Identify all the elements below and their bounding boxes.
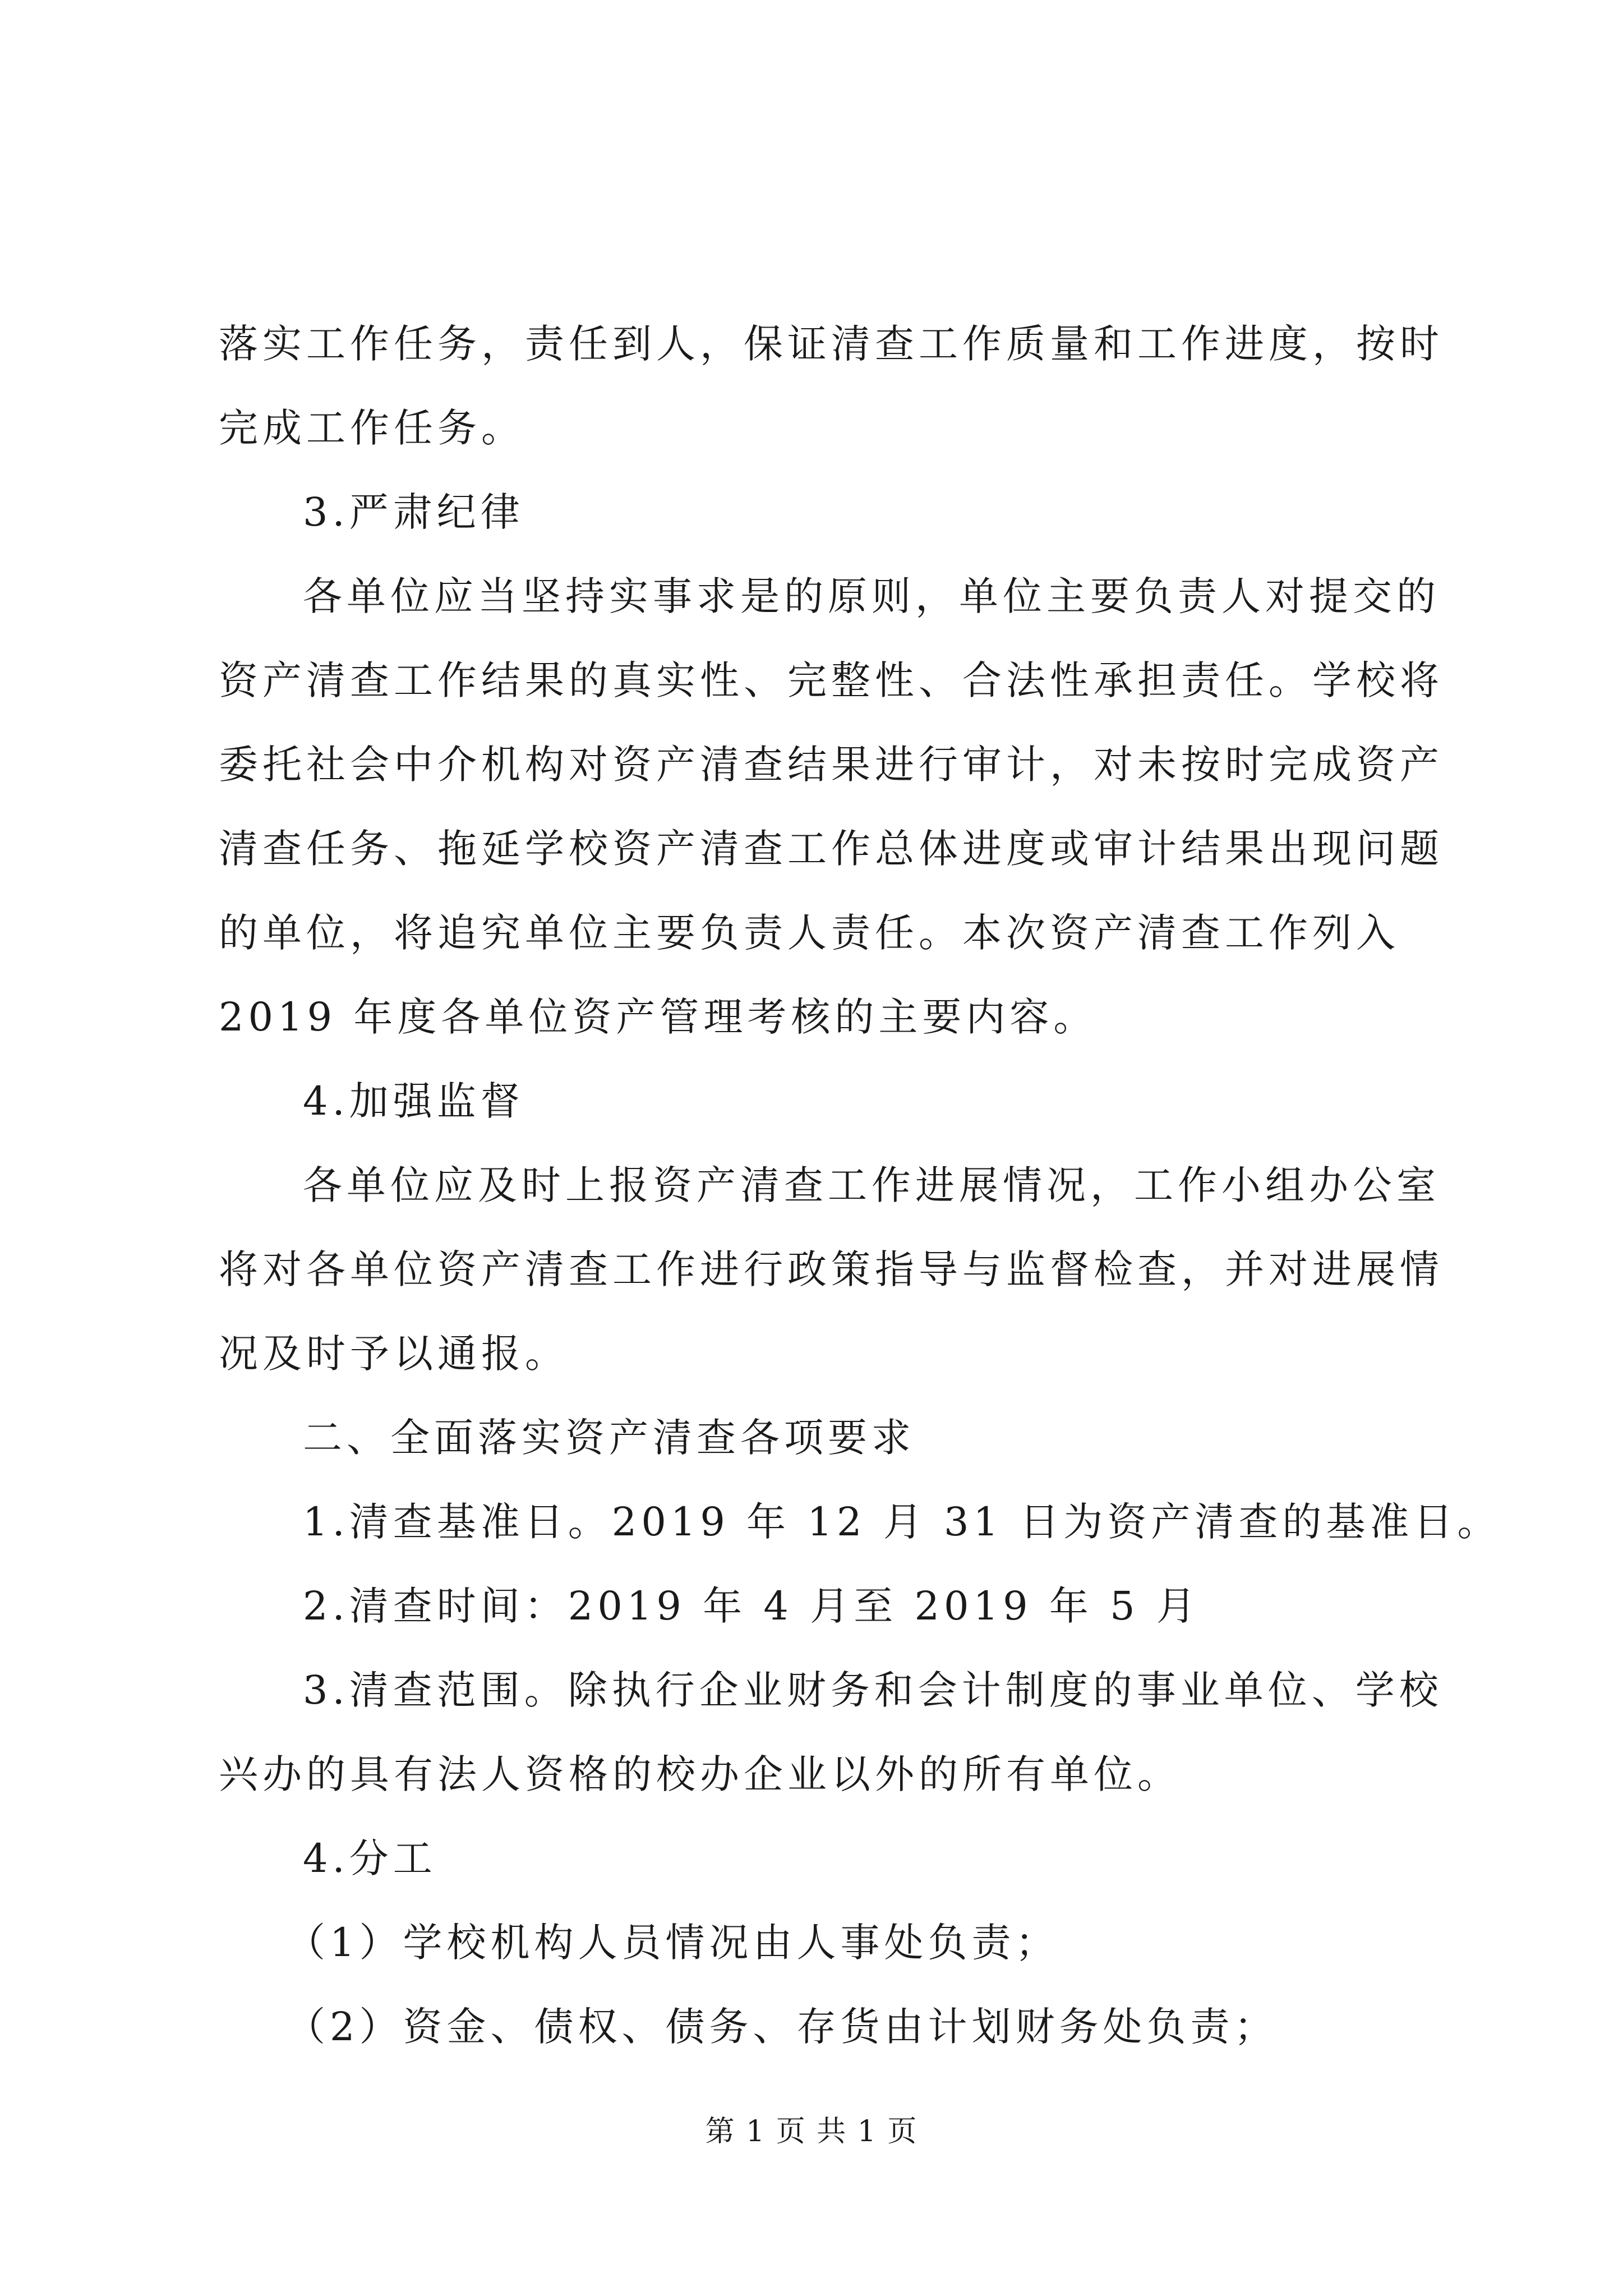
body-text-line: 兴办的具有法人资格的校办企业以外的所有单位。 bbox=[219, 1751, 1181, 1797]
page-number-footer: 第 1 页 共 1 页 bbox=[705, 2115, 918, 2148]
list-item: 3.清查范围。除执行企业财务和会计制度的事业单位、学校 bbox=[303, 1667, 1443, 1713]
body-text-line: 2019 年度各单位资产管理考核的主要内容。 bbox=[219, 994, 1098, 1040]
list-item: 2.清查时间：2019 年 4 月至 2019 年 5 月 bbox=[303, 1583, 1200, 1629]
list-item: 1.清查基准日。2019 年 12 月 31 日为资产清查的基准日。 bbox=[303, 1499, 1501, 1545]
body-text-line: 落实工作任务，责任到人，保证清查工作质量和工作进度，按时 bbox=[219, 321, 1444, 367]
list-item: （2）资金、债权、债务、存货由计划财务处负责； bbox=[286, 2004, 1278, 2050]
body-text-line: 各单位应当坚持实事求是的原则，单位主要负责人对提交的 bbox=[303, 573, 1440, 619]
document-body bbox=[219, 302, 1501, 2069]
body-text-line: 各单位应及时上报资产清查工作进展情况，工作小组办公室 bbox=[303, 1162, 1440, 1208]
body-text-line: 完成工作任务。 bbox=[219, 405, 525, 451]
section-heading: 二、全面落实资产清查各项要求 bbox=[303, 1415, 915, 1461]
section-heading: 4.分工 bbox=[303, 1835, 437, 1881]
section-heading: 3.严肃纪律 bbox=[303, 489, 524, 535]
body-text-line: 清查任务、拖延学校资产清查工作总体进度或审计结果出现问题 bbox=[219, 826, 1444, 872]
body-text-line: 的单位，将追究单位主要负责人责任。本次资产清查工作列入 bbox=[219, 910, 1400, 956]
body-text-line: 将对各单位资产清查工作进行政策指导与监督检查，并对进展情 bbox=[219, 1246, 1444, 1292]
body-text-line: 委托社会中介机构对资产清查结果进行审计，对未按时完成资产 bbox=[219, 742, 1444, 788]
body-text-line: 资产清查工作结果的真实性、完整性、合法性承担责任。学校将 bbox=[219, 657, 1444, 703]
section-heading: 4.加强监督 bbox=[303, 1078, 524, 1124]
body-text-line: 况及时予以通报。 bbox=[219, 1331, 569, 1377]
list-item: （1）学校机构人员情况由人事处负责； bbox=[286, 1920, 1059, 1966]
